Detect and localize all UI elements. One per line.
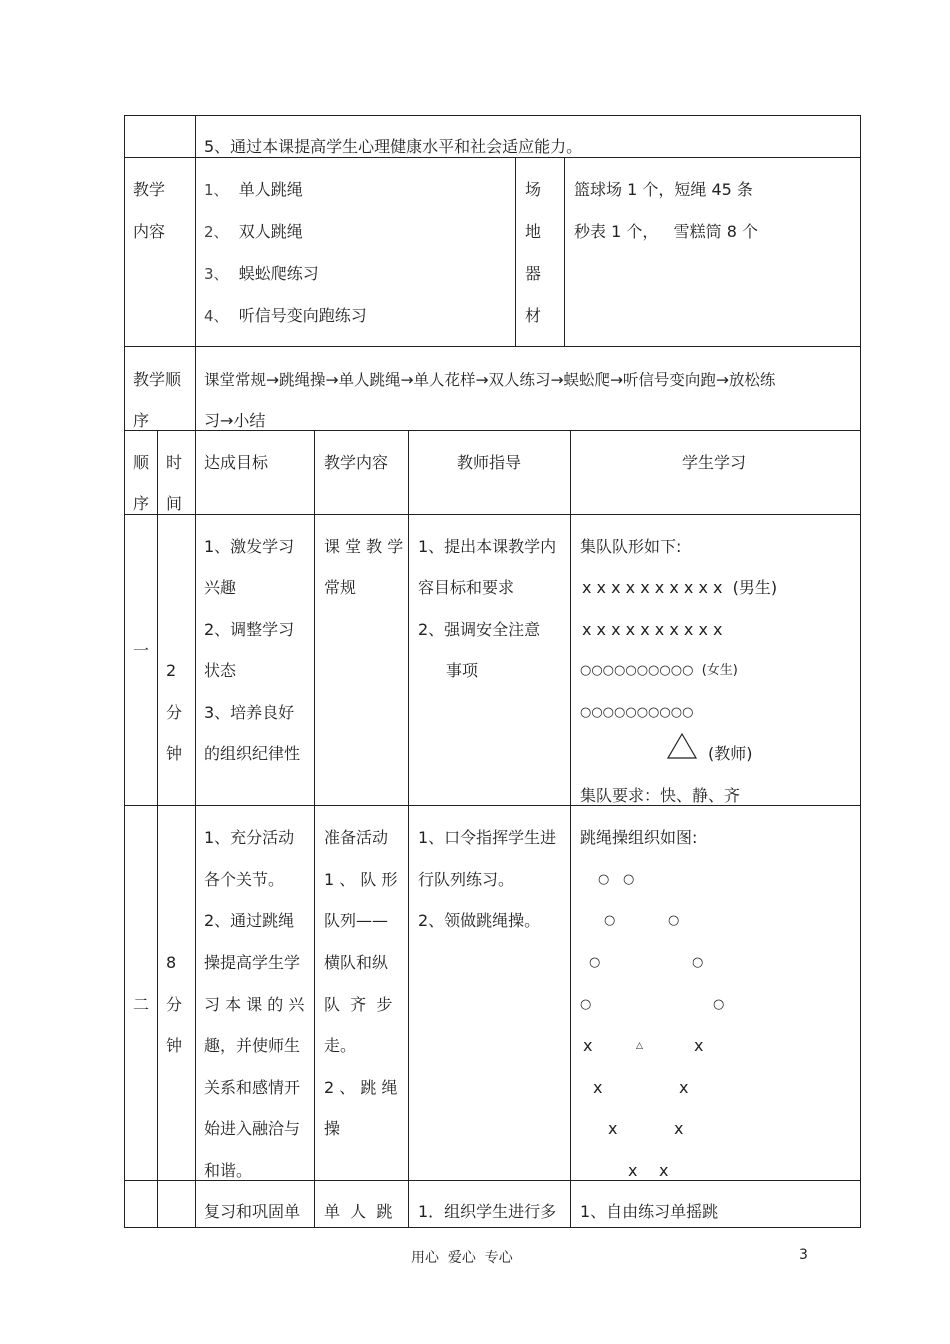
content-item-text: 蜈蚣爬练习 bbox=[238, 264, 319, 283]
circle-marker: ○ bbox=[589, 955, 601, 970]
teacher-position-label: (教师) bbox=[708, 744, 753, 763]
row2-goal-line: 和谐。 bbox=[204, 1161, 253, 1180]
row1-time-char: 分 bbox=[166, 703, 183, 722]
row1-content-line: 常规 bbox=[324, 578, 357, 597]
content-item-number: 1、 bbox=[204, 181, 229, 199]
column-divider bbox=[195, 115, 196, 431]
row1-teacher-line: 事项 bbox=[446, 661, 479, 680]
header-teacher: 教师指导 bbox=[457, 453, 522, 472]
venue-label-char: 地 bbox=[525, 222, 542, 241]
sequence-label-line1: 教学顺 bbox=[133, 370, 182, 389]
content-item-number: 3、 bbox=[204, 265, 229, 283]
content-label-line2: 内容 bbox=[133, 222, 166, 241]
row2-content-line: 1 、 队 形 bbox=[324, 870, 398, 889]
row2-content-line: 走。 bbox=[324, 1036, 357, 1055]
row2-student-title: 跳绳操组织如图: bbox=[580, 828, 698, 847]
row2-goal-line: 操提高学生学 bbox=[204, 953, 301, 972]
row2-goal-line: 趣，并使师生 bbox=[204, 1036, 301, 1055]
table-border-bottom bbox=[124, 1227, 861, 1228]
column-divider bbox=[570, 430, 571, 1228]
column-divider bbox=[157, 430, 158, 1228]
content-item-number: 2、 bbox=[204, 223, 229, 241]
row2-content-line: 准备活动 bbox=[324, 828, 389, 847]
row2-content-line: 队列—— bbox=[324, 911, 389, 930]
column-divider bbox=[564, 157, 565, 347]
table-border-top bbox=[124, 115, 861, 116]
row1-order: 一 bbox=[133, 641, 150, 660]
row3-goal: 复习和巩固单 bbox=[204, 1202, 301, 1221]
row1-teacher-line: 容目标和要求 bbox=[418, 578, 515, 597]
row2-content-line: 操 bbox=[324, 1119, 341, 1138]
content-item-number: 4、 bbox=[204, 307, 229, 325]
triangle-icon bbox=[667, 733, 697, 759]
row1-requirement: 集队要求：快、静、齐 bbox=[580, 786, 741, 805]
row1-goal-line: 2、调整学习 bbox=[204, 620, 295, 639]
circle-marker: ○ bbox=[623, 872, 635, 887]
sequence-label-line2: 序 bbox=[133, 411, 150, 430]
row1-goal-line: 1、激发学习 bbox=[204, 537, 295, 556]
header-goal: 达成目标 bbox=[204, 453, 269, 472]
formation-girls-row: ○○○○○○○○○○ bbox=[580, 705, 694, 720]
cross-marker: x bbox=[583, 1036, 593, 1055]
venue-label-char: 材 bbox=[525, 306, 542, 325]
cross-marker: x bbox=[679, 1078, 689, 1097]
row1-goal-line: 状态 bbox=[204, 661, 237, 680]
header-order-line1: 顺 bbox=[133, 453, 150, 472]
formation-boys-row: x x x x x x x x x x bbox=[582, 620, 723, 639]
row2-teacher-line: 1、口令指挥学生进 bbox=[418, 828, 557, 847]
goal-5-text: 5、通过本课提高学生心理健康水平和社会适应能力。 bbox=[204, 137, 583, 156]
row2-content-line: 2 、 跳 绳 bbox=[324, 1078, 398, 1097]
row2-goal-line: 各个关节。 bbox=[204, 870, 285, 889]
circle-marker: ○ bbox=[692, 955, 704, 970]
content-item bbox=[204, 306, 367, 326]
row-divider bbox=[124, 157, 861, 158]
row-divider bbox=[124, 514, 861, 515]
content-item bbox=[204, 264, 319, 284]
cross-marker: x bbox=[608, 1119, 618, 1138]
row1-content-line: 课 堂 教 学 bbox=[324, 537, 404, 556]
sequence-text-line2: 习→小结 bbox=[204, 411, 266, 430]
cross-marker: x bbox=[694, 1036, 704, 1055]
row2-goal-line: 2、通过跳绳 bbox=[204, 911, 295, 930]
row1-goal-line: 3、培养良好 bbox=[204, 703, 295, 722]
column-divider bbox=[314, 430, 315, 1228]
cross-marker: x bbox=[628, 1161, 638, 1180]
sequence-text-line1: 课堂常规→跳绳操→单人跳绳→单人花样→双人练习→蜈蚣爬→听信号变向跑→放松练 bbox=[204, 371, 776, 389]
row1-time-char: 2 bbox=[166, 661, 177, 680]
formation-girls-row: ○○○○○○○○○○ (女生) bbox=[580, 663, 738, 678]
row2-teacher-line: 行队列练习。 bbox=[418, 870, 515, 889]
row2-goal-line: 1、充分活动 bbox=[204, 828, 295, 847]
row1-student-title: 集队队形如下: bbox=[580, 537, 682, 556]
row2-goal-line: 始进入融洽与 bbox=[204, 1119, 301, 1138]
circle-marker: ○ bbox=[604, 913, 616, 928]
row3-student: 1、自由练习单摇跳 bbox=[580, 1202, 719, 1221]
circle-marker: ○ bbox=[668, 913, 680, 928]
row1-time-char: 钟 bbox=[166, 744, 183, 763]
column-divider bbox=[408, 430, 409, 1228]
row3-content: 单 人 跳 bbox=[324, 1202, 393, 1221]
row-divider bbox=[124, 346, 861, 347]
row2-content-line: 队 齐 步 bbox=[324, 995, 393, 1014]
header-content: 教学内容 bbox=[324, 453, 389, 472]
cross-marker: x bbox=[593, 1078, 603, 1097]
content-item bbox=[204, 180, 303, 200]
row1-teacher-line: 2、强调安全注意 bbox=[418, 620, 541, 639]
venue-label-char: 器 bbox=[525, 264, 542, 283]
content-item-text: 听信号变向跑练习 bbox=[238, 306, 367, 325]
table-border-left bbox=[124, 115, 125, 1228]
content-item-text: 单人跳绳 bbox=[238, 180, 303, 199]
equipment-line: 篮球场 1 个，短绳 45 条 bbox=[574, 180, 753, 199]
row2-time-char: 钟 bbox=[166, 1036, 183, 1055]
row1-teacher-line: 1、提出本课教学内 bbox=[418, 537, 557, 556]
circle-marker: ○ bbox=[580, 997, 592, 1012]
content-item bbox=[204, 222, 303, 242]
row-divider bbox=[124, 805, 861, 806]
column-divider bbox=[515, 157, 516, 347]
header-order-line2: 序 bbox=[133, 494, 150, 513]
content-item-text: 双人跳绳 bbox=[238, 222, 303, 241]
venue-label-char: 场 bbox=[525, 180, 542, 199]
row2-goal-line: 关系和感情开 bbox=[204, 1078, 301, 1097]
cross-marker: x bbox=[659, 1161, 669, 1180]
cross-marker: x bbox=[674, 1119, 684, 1138]
header-time-line2: 间 bbox=[166, 494, 183, 513]
row2-content-line: 横队和纵 bbox=[324, 953, 389, 972]
equipment-line: 秒表 1 个， 雪糕筒 8 个 bbox=[574, 222, 758, 241]
page-number: 3 bbox=[799, 1247, 808, 1263]
content-label-line1: 教学 bbox=[133, 180, 166, 199]
circle-marker: ○ bbox=[713, 997, 725, 1012]
row2-time-char: 分 bbox=[166, 995, 183, 1014]
formation-boys-row: x x x x x x x x x x (男生) bbox=[582, 578, 778, 597]
row1-goal-line: 的组织纪律性 bbox=[204, 744, 301, 763]
column-divider bbox=[195, 430, 196, 1228]
table-border-right bbox=[860, 115, 861, 1228]
page-footer-text: 用心 爱心 专心 bbox=[411, 1250, 513, 1266]
row2-order: 二 bbox=[133, 995, 150, 1014]
circle-marker: ○ bbox=[598, 872, 610, 887]
row3-teacher: 1．组织学生进行多 bbox=[418, 1202, 557, 1221]
row2-teacher-line: 2、领做跳绳操。 bbox=[418, 911, 541, 930]
row2-goal-line: 习 本 课 的 兴 bbox=[204, 995, 305, 1014]
header-student: 学生学习 bbox=[682, 453, 747, 472]
row1-goal-line: 兴趣 bbox=[204, 578, 237, 597]
row2-time-char: 8 bbox=[166, 953, 177, 972]
teacher-marker: △ bbox=[636, 1041, 643, 1051]
header-time-line1: 时 bbox=[166, 453, 183, 472]
